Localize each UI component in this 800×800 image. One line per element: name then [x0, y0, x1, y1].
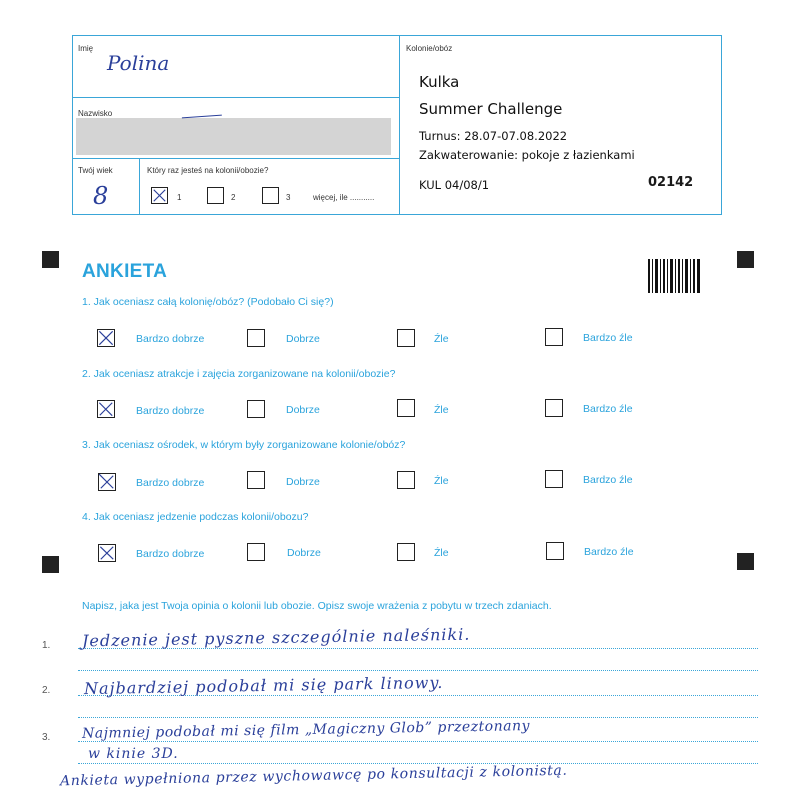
answer-line-2b: [78, 717, 758, 718]
check-mark-icon: [152, 188, 167, 203]
question-3: 3. Jak oceniasz ośrodek, w którym były zorganizowane kolonie/obóz?: [82, 439, 406, 451]
form-divider-row1: [73, 97, 399, 98]
q1-opt-bardzo-dobrze: Bardzo dobrze: [136, 333, 205, 345]
accommodation: Zakwaterowanie: pokoje z łazienkami: [419, 148, 635, 162]
q1-opt-dobrze: Dobrze: [286, 333, 320, 345]
check-mark-icon: [99, 545, 115, 561]
form-number: 02142: [648, 175, 694, 190]
name-value[interactable]: Polina: [107, 51, 170, 75]
q3-zle-checkbox[interactable]: [397, 471, 415, 489]
form-divider-age: [139, 158, 140, 214]
line-number-3: 3.: [42, 732, 51, 743]
q3-opt-bardzo-zle: Bardzo źle: [583, 474, 633, 486]
answer-line-3: [78, 741, 758, 742]
answer-1[interactable]: Jedzenie jest pyszne szczególnie naleśniki.: [81, 624, 471, 651]
q2-opt-bardzo-dobrze: Bardzo dobrze: [136, 405, 205, 417]
q1-bardzo-zle-checkbox[interactable]: [545, 328, 563, 346]
q4-opt-bardzo-dobrze: Bardzo dobrze: [136, 548, 205, 560]
times-1-checkbox[interactable]: [151, 187, 168, 204]
surname-label: Nazwisko: [78, 109, 113, 118]
registration-mark-top-right: [737, 251, 754, 268]
q4-zle-checkbox[interactable]: [397, 543, 415, 561]
q4-dobrze-checkbox[interactable]: [247, 543, 265, 561]
camp-name: Kulka: [419, 73, 460, 91]
line-number-2: 2.: [42, 685, 51, 696]
name-label: Imię: [78, 44, 94, 53]
q3-bardzo-zle-checkbox[interactable]: [545, 470, 563, 488]
q2-opt-zle: Źle: [434, 404, 449, 416]
age-value[interactable]: 8: [93, 182, 109, 210]
opinion-instruction: Napisz, jaka jest Twoja opinia o kolonii lub obozie. Opisz swoje wrażenia z pobytu w trzech zdaniach.: [82, 600, 552, 612]
q2-zle-checkbox[interactable]: [397, 399, 415, 417]
q4-bardzo-dobrze-checkbox[interactable]: [98, 544, 116, 562]
q2-bardzo-zle-checkbox[interactable]: [545, 399, 563, 417]
times-2-label: 2: [231, 193, 236, 202]
q4-opt-dobrze: Dobrze: [287, 547, 321, 559]
q3-opt-zle: Źle: [434, 475, 449, 487]
question-4: 4. Jak oceniasz jedzenie podczas kolonii/obozu?: [82, 511, 309, 523]
survey-title: ANKIETA: [82, 261, 168, 282]
registration-mark-bottom-right: [737, 553, 754, 570]
q3-opt-bardzo-dobrze: Bardzo dobrze: [136, 477, 205, 489]
answer-2[interactable]: Najbardziej podobał mi się park linowy.: [83, 672, 444, 699]
q1-zle-checkbox[interactable]: [397, 329, 415, 347]
q4-opt-zle: Źle: [434, 547, 449, 559]
registration-mark-top-left: [42, 251, 59, 268]
check-mark-icon: [98, 330, 114, 346]
q1-opt-bardzo-zle: Bardzo źle: [583, 332, 633, 344]
times-2-checkbox[interactable]: [207, 187, 224, 204]
q4-opt-bardzo-zle: Bardzo źle: [584, 546, 634, 558]
surname-redacted: [76, 118, 391, 155]
counselor-note[interactable]: Ankieta wypełniona przez wychowawcę po konsultacji z kolonistą.: [59, 762, 568, 790]
times-3-checkbox[interactable]: [262, 187, 279, 204]
times-more-label: więcej, ile ...........: [313, 193, 375, 202]
camp-code: KUL 04/08/1: [419, 178, 490, 192]
q1-bardzo-dobrze-checkbox[interactable]: [97, 329, 115, 347]
q3-bardzo-dobrze-checkbox[interactable]: [98, 473, 116, 491]
q2-dobrze-checkbox[interactable]: [247, 400, 265, 418]
age-label: Twój wiek: [78, 166, 113, 175]
barcode-icon: [648, 259, 700, 293]
answer-line-1b: [78, 670, 758, 671]
answer-line-3b: [78, 763, 758, 764]
check-mark-icon: [99, 474, 115, 490]
form-divider-row2: [73, 158, 399, 159]
q2-opt-dobrze: Dobrze: [286, 404, 320, 416]
turnus: Turnus: 28.07-07.08.2022: [419, 129, 568, 143]
question-1: 1. Jak oceniasz całą kolonię/obóz? (Podobało Ci się?): [82, 296, 334, 308]
q4-bardzo-zle-checkbox[interactable]: [546, 542, 564, 560]
question-2: 2. Jak oceniasz atrakcje i zajęcia zorganizowane na kolonii/obozie?: [82, 368, 396, 380]
q2-opt-bardzo-zle: Bardzo źle: [583, 403, 633, 415]
answer-3-line-1[interactable]: Najmniej podobał mi się film „Magiczny Glob” przeztonany: [81, 718, 531, 742]
form-divider-vertical: [399, 36, 400, 214]
times-1-label: 1: [177, 193, 182, 202]
q3-dobrze-checkbox[interactable]: [247, 471, 265, 489]
registration-mark-bottom-left: [42, 556, 59, 573]
q1-opt-zle: Źle: [434, 333, 449, 345]
camp-program: Summer Challenge: [419, 100, 563, 118]
q2-bardzo-dobrze-checkbox[interactable]: [97, 400, 115, 418]
times-label: Który raz jesteś na kolonii/obozie?: [147, 166, 269, 175]
answer-3-line-2[interactable]: w kinie 3D.: [88, 746, 179, 762]
times-3-label: 3: [286, 193, 291, 202]
camper-info-form: [72, 35, 722, 215]
camp-label: Kolonie/obóz: [406, 44, 453, 53]
q1-dobrze-checkbox[interactable]: [247, 329, 265, 347]
check-mark-icon: [98, 401, 114, 417]
q3-opt-dobrze: Dobrze: [286, 476, 320, 488]
line-number-1: 1.: [42, 640, 51, 651]
